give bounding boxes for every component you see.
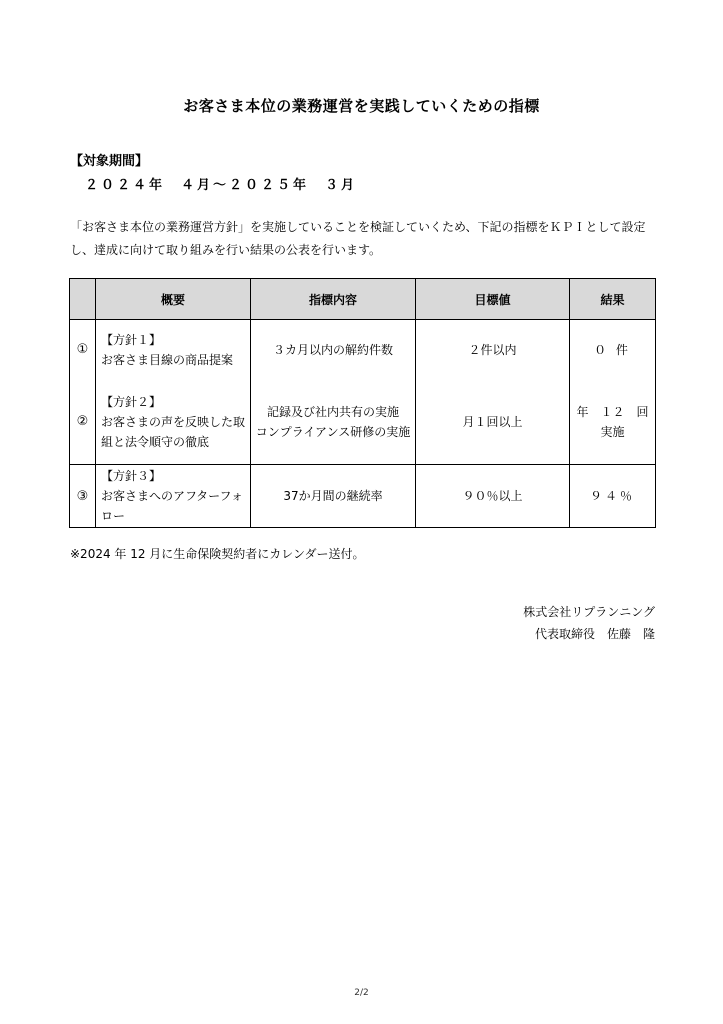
header-target: 目標値	[416, 279, 570, 320]
indicator-text-2: コンプライアンス研修の実施	[255, 424, 411, 439]
result-cell	[570, 465, 656, 528]
table-row	[70, 465, 656, 528]
policy-text: お客さま目線の商品提案	[101, 352, 234, 367]
indicator-cell	[251, 465, 416, 528]
row-number: ②	[70, 380, 96, 465]
indicator-text: ３カ月以内の解約件数	[272, 342, 393, 357]
company-name: 株式会社リプランニング	[523, 605, 655, 619]
indicator-text: 37か月間の継続率	[283, 489, 383, 503]
indicator-text: 記録及び社内共有の実施	[266, 404, 399, 419]
table-row	[70, 320, 656, 380]
header-indicator: 指標内容	[251, 279, 416, 320]
period-value: ２０２４年 ４月～２０２５年 ３月	[85, 178, 358, 193]
result-text-2: 実施	[600, 424, 625, 439]
company-representative: 代表取締役 佐藤 隆	[534, 627, 655, 641]
result-text: 年 １２ 回	[576, 404, 649, 419]
policy-text: お客さまへのアフターフォロー	[101, 489, 243, 523]
policy-text: お客さまの声を反映した取組と法令順守の徹底	[101, 414, 246, 449]
period-label: 【対象期間】	[70, 154, 149, 169]
kpi-table	[69, 278, 656, 528]
indicator-cell	[251, 380, 416, 465]
intro-paragraph: 「お客さま本位の業務運営方針」を実施していることを検証していくため、下記の指標をＫＰＩとして設定し、達成に向けて取り組みを行い結果の公表を行います。	[70, 220, 646, 257]
row-number: ①	[70, 320, 96, 380]
result-cell	[570, 380, 656, 465]
policy-label: 【方針２】	[101, 394, 162, 409]
table-row	[70, 380, 656, 465]
page-number: 2/2	[354, 988, 369, 998]
row-number: ③	[70, 465, 96, 528]
company-block	[523, 601, 655, 645]
target-value: ９０％以上	[416, 465, 570, 528]
footnote: ※2024 年 12 月に生命保険契約者にカレンダー送付。	[70, 547, 365, 561]
target-value: 月１回以上	[416, 380, 570, 465]
header-num	[70, 279, 96, 320]
indicator-cell	[251, 320, 416, 380]
target-value: ２件以内	[416, 320, 570, 380]
policy-cell	[96, 380, 251, 465]
page-title: お客さま本位の業務運営を実践していくための指標	[183, 97, 540, 115]
result-cell	[570, 320, 656, 380]
result-text: ９４％	[589, 489, 635, 503]
result-text: ０ 件	[594, 342, 631, 357]
table-header-row	[70, 279, 656, 320]
header-result: 結果	[570, 279, 656, 320]
policy-label: 【方針１】	[101, 332, 162, 347]
header-overview: 概要	[96, 279, 251, 320]
policy-cell	[96, 465, 251, 528]
policy-label: 【方針３】	[101, 469, 162, 483]
policy-cell	[96, 320, 251, 380]
